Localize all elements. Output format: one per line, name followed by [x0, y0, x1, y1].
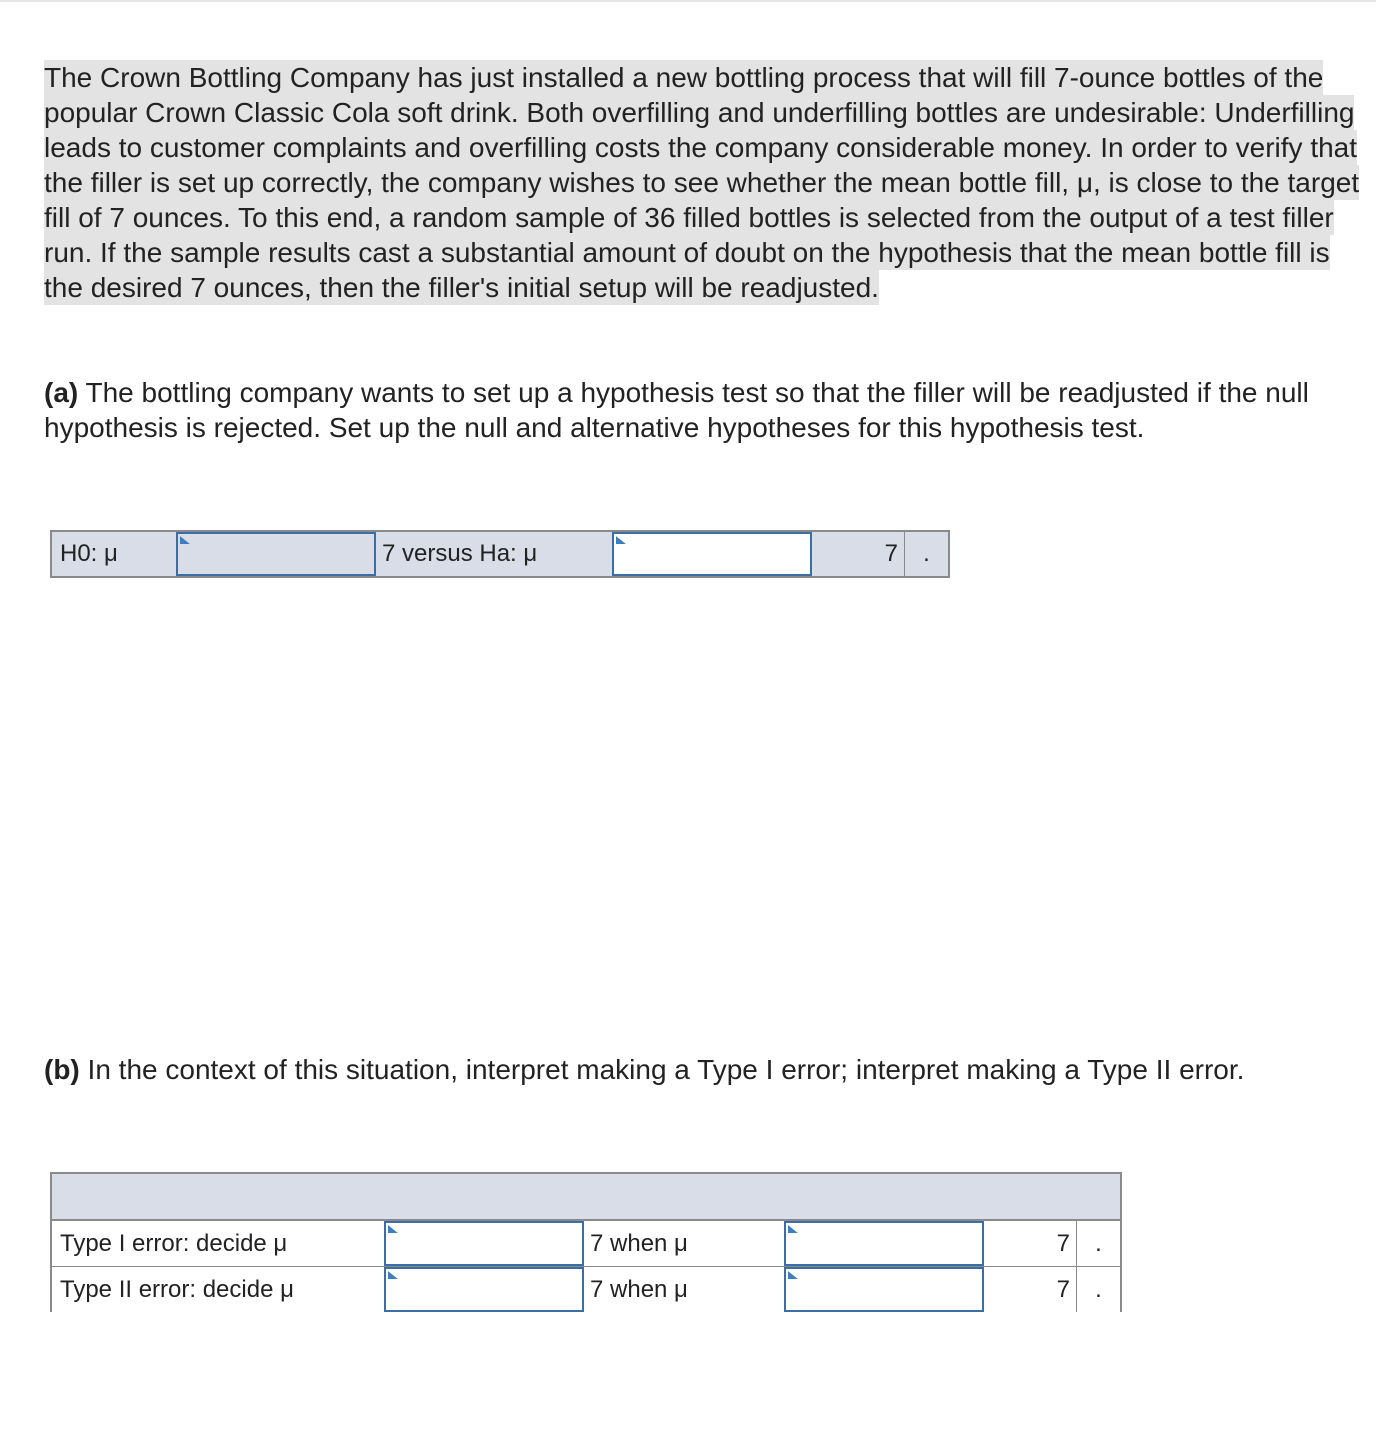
question-b — [44, 1052, 1370, 1087]
dropdown-arrow-icon — [388, 1271, 398, 1287]
error-types-table — [50, 1172, 1122, 1312]
hypothesis-period: . — [904, 532, 948, 576]
type-ii-when-label: 7 when μ — [584, 1267, 784, 1312]
hypothesis-value: 7 — [812, 532, 904, 576]
type-i-when-dropdown[interactable] — [784, 1221, 984, 1266]
problem-statement — [44, 60, 1374, 305]
error-table-header — [52, 1174, 1120, 1221]
dropdown-arrow-icon — [388, 1225, 398, 1241]
type-i-error-row — [52, 1221, 1120, 1266]
type-ii-label: Type II error: decide μ — [52, 1267, 384, 1312]
h0-dropdown[interactable] — [176, 532, 376, 576]
type-ii-period: . — [1076, 1267, 1120, 1312]
type-ii-value: 7 — [984, 1267, 1076, 1312]
question-a — [44, 375, 1370, 445]
question-a-text: The bottling company wants to set up a hypothesis test so that the filler will be readjusted if the null hypothesis is rejected. Set up the null and alternative hypotheses for this hypothesis test. — [44, 377, 1309, 443]
dropdown-arrow-icon — [788, 1271, 798, 1287]
type-i-decide-dropdown[interactable] — [384, 1221, 584, 1266]
type-ii-error-row — [52, 1266, 1120, 1312]
question-b-marker: (b) — [44, 1054, 80, 1085]
type-ii-decide-dropdown[interactable] — [384, 1267, 584, 1312]
type-i-label: Type I error: decide μ — [52, 1221, 384, 1266]
versus-label: 7 versus Ha: μ — [376, 532, 612, 576]
dropdown-arrow-icon — [616, 536, 626, 552]
question-b-text: In the context of this situation, interpret making a Type I error; interpret making a Type II error. — [79, 1054, 1245, 1085]
type-ii-when-dropdown[interactable] — [784, 1267, 984, 1312]
type-i-when-label: 7 when μ — [584, 1221, 784, 1266]
top-divider — [0, 0, 1376, 2]
type-i-value: 7 — [984, 1221, 1076, 1266]
dropdown-arrow-icon — [180, 536, 190, 552]
dropdown-arrow-icon — [788, 1225, 798, 1241]
problem-statement-text: The Crown Bottling Company has just installed a new bottling process that will fill 7-ounce bottles of the popular Crown Classic Cola soft drink. Both overfilling and underfilling bottles are undesirable: Underfilling leads to customer complaints and overfilling costs the company considerable money. In order to verify that the filler is set up correctly, the company wishes to see whether the mean bottle fill, μ, is close to the target fill of 7 ounces. To this end, a random sample of 36 filled bottles is selected from the output of a test filler run. If the sample results cast a substantial amount of doubt on the hypothesis that the mean bottle fill is the desired 7 ounces, then the filler's initial setup will be readjusted. — [44, 62, 1360, 303]
h0-label: H0: μ — [52, 532, 176, 576]
ha-dropdown[interactable] — [612, 532, 812, 576]
type-i-period: . — [1076, 1221, 1120, 1266]
question-a-marker: (a) — [44, 377, 79, 408]
hypotheses-table — [50, 530, 950, 578]
